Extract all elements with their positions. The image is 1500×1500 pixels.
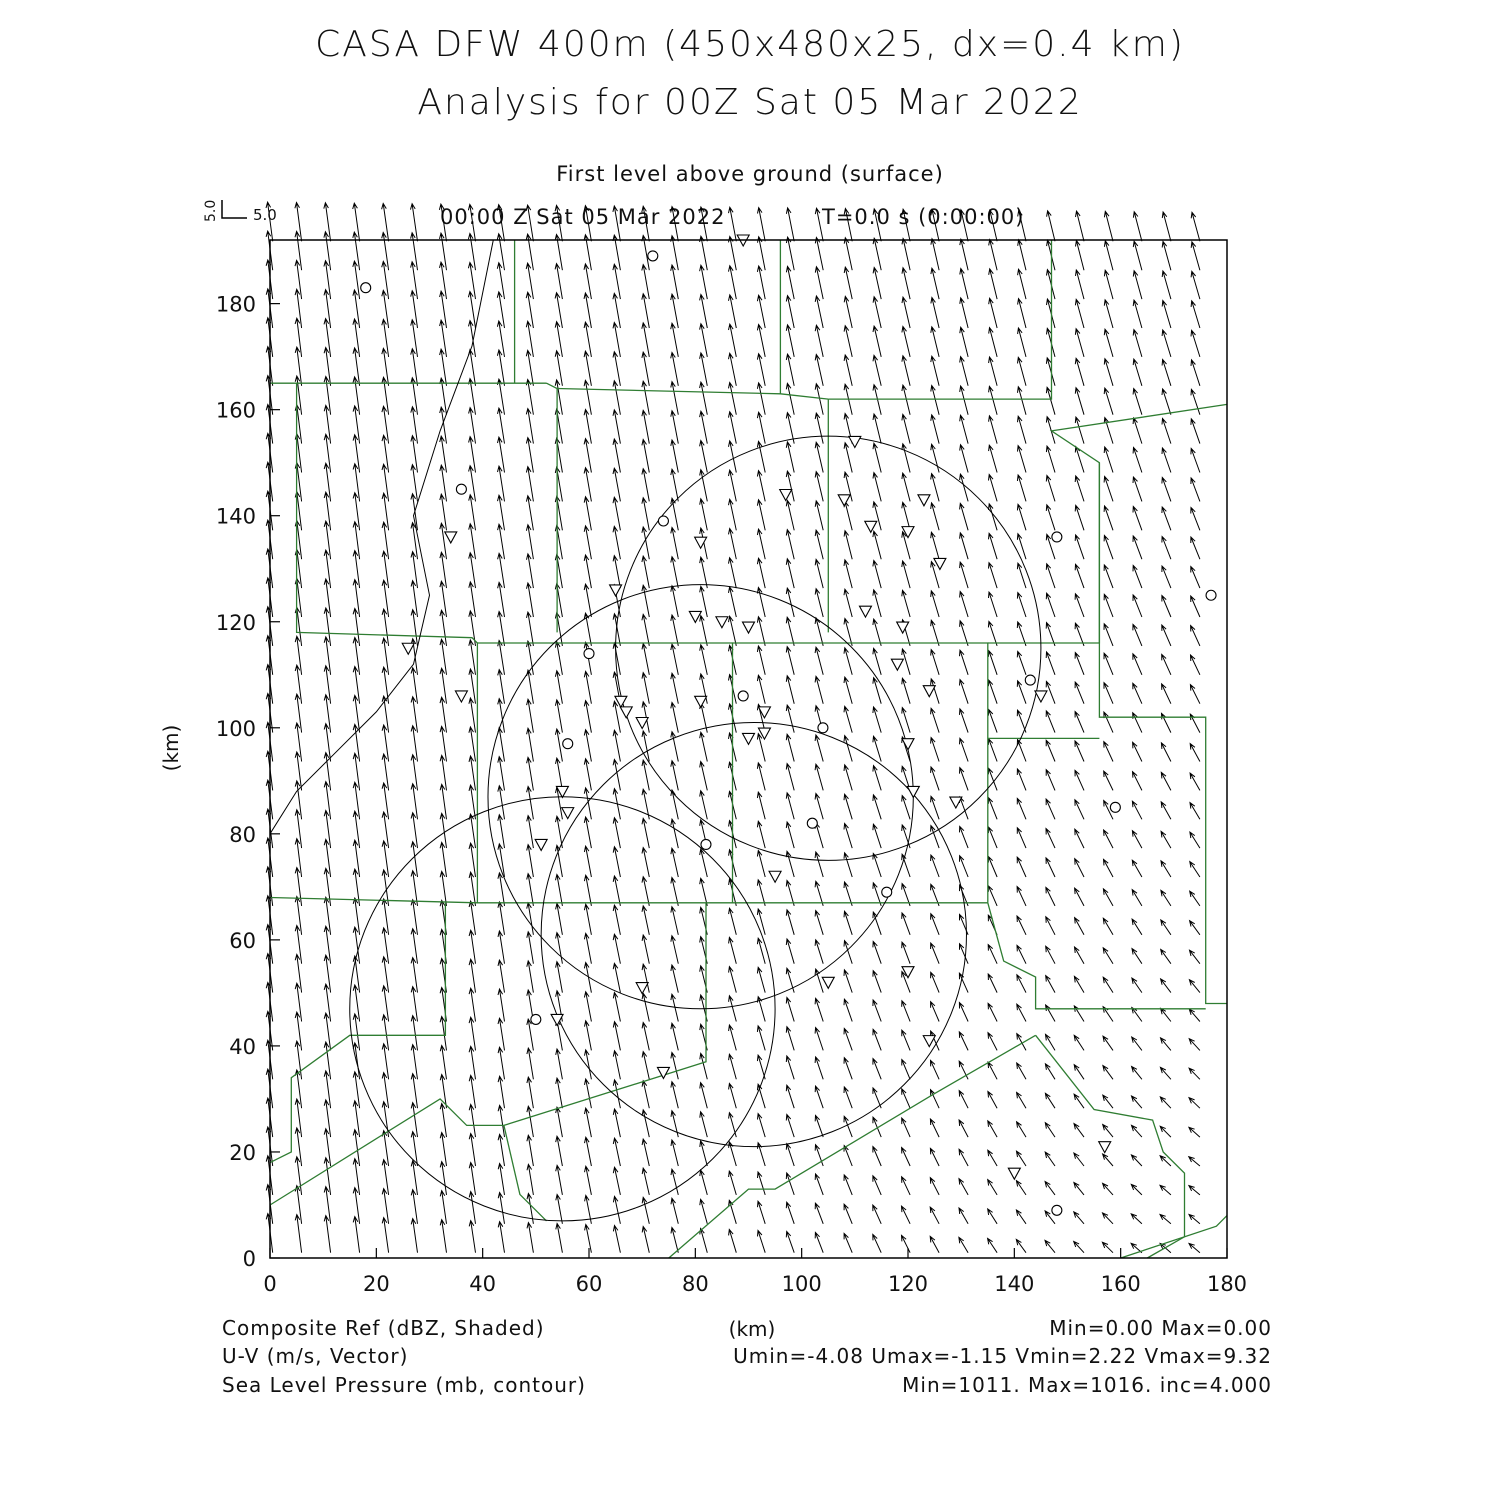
station-triangle-marker: [950, 797, 962, 808]
station-triangle-marker: [923, 686, 935, 697]
station-triangle-marker: [934, 558, 946, 569]
map-title-line2: Analysis for 00Z Sat 05 Mar 2022: [417, 82, 1083, 123]
legend-field2: U-V (m/s, Vector): [222, 1344, 409, 1368]
station-triangle-marker: [902, 739, 914, 750]
station-triangle-marker: [838, 495, 850, 506]
county-boundary: [733, 643, 988, 903]
vector-key-v-label: 5.0: [203, 199, 219, 222]
station-triangle-marker: [695, 696, 707, 707]
y-tick-label: 40: [229, 1034, 256, 1059]
y-axis-unit: (km): [159, 724, 183, 772]
x-tick-label: 80: [681, 1272, 709, 1296]
y-tick-label: 0: [242, 1247, 256, 1271]
level-subtitle: First level above ground (surface): [556, 162, 944, 186]
county-boundary: [547, 383, 558, 632]
station-circle-marker: [1052, 532, 1062, 542]
x-tick-label: 20: [362, 1272, 390, 1296]
y-tick-label: 60: [229, 928, 256, 953]
station-triangle-marker: [769, 871, 781, 882]
station-triangle-marker: [780, 490, 792, 501]
station-triangle-marker: [562, 808, 574, 819]
station-circle-marker: [658, 516, 668, 526]
station-circle-marker: [1052, 1205, 1062, 1215]
x-tick-label: 120: [887, 1272, 929, 1296]
legend-field1-stats: Min=0.00 Max=0.00: [1049, 1316, 1272, 1340]
y-tick-label: 180: [215, 292, 256, 317]
station-triangle-marker: [743, 733, 755, 744]
station-triangle-marker: [743, 622, 755, 633]
station-triangle-marker: [610, 585, 622, 596]
station-circle-marker: [1110, 802, 1120, 812]
station-triangle-marker: [897, 622, 909, 633]
x-tick-label: 140: [994, 1272, 1035, 1296]
station-circle-marker: [563, 739, 573, 749]
model-time-label: T=0.0 s (0:00:00): [822, 205, 1025, 229]
station-triangle-marker: [636, 717, 648, 728]
station-circle-marker: [882, 887, 892, 897]
station-circle-marker: [818, 723, 828, 733]
station-triangle-marker: [1035, 691, 1047, 702]
station-triangle-marker: [402, 643, 414, 654]
x-tick-label: 180: [1206, 1272, 1248, 1296]
map-title-line1: CASA DFW 400m (450x480x25, dx=0.4 km): [315, 24, 1185, 65]
station-circle-marker: [701, 839, 711, 849]
vector-scale-key: [203, 200, 277, 224]
pressure-contour: [270, 240, 493, 834]
y-tick-label: 120: [215, 610, 256, 635]
vector-key-arrow: [222, 200, 247, 218]
x-tick-label: 60: [575, 1272, 603, 1296]
legend-field3-stats: Min=1011. Max=1016. inc=4.000: [902, 1373, 1272, 1397]
y-tick-label: 160: [215, 398, 256, 423]
county-boundary: [504, 1125, 547, 1221]
station-circle-marker: [648, 251, 658, 261]
y-tick-label: 100: [215, 716, 256, 741]
county-boundary: [828, 240, 1051, 399]
station-triangle-marker: [865, 521, 877, 532]
county-boundary: [1099, 463, 1227, 1004]
station-triangle-marker: [445, 532, 457, 543]
station-triangle-marker: [615, 696, 627, 707]
legend-field3: Sea Level Pressure (mb, contour): [222, 1373, 586, 1397]
station-triangle-marker: [716, 617, 728, 628]
station-triangle-marker: [1008, 1168, 1020, 1179]
vector-key-u-label: 5.0: [253, 206, 277, 224]
station-triangle-marker: [535, 839, 547, 850]
x-tick-label: 100: [781, 1272, 822, 1296]
x-tick-label: 160: [1100, 1272, 1141, 1296]
pressure-contours: [270, 240, 493, 834]
station-triangle-marker: [455, 691, 467, 702]
y-tick-label: 140: [215, 504, 256, 529]
station-triangle-marker: [891, 659, 903, 670]
x-axis-unit: (km): [728, 1317, 776, 1341]
station-circle-marker: [1206, 590, 1216, 600]
county-boundary: [1121, 1216, 1227, 1258]
station-circle-marker: [584, 649, 594, 659]
station-triangle-marker: [907, 786, 919, 797]
x-tick-label: 0: [263, 1272, 277, 1296]
station-triangle-marker: [758, 728, 770, 739]
station-circle-marker: [456, 484, 466, 494]
legend-field2-stats: Umin=-4.08 Umax=-1.15 Vmin=2.22 Vmax=9.32: [733, 1344, 1272, 1368]
station-triangle-marker: [859, 606, 871, 617]
county-boundary: [477, 643, 732, 903]
legend-field1: Composite Ref (dBZ, Shaded): [222, 1316, 545, 1340]
county-boundary: [557, 389, 828, 400]
station-triangle-marker: [822, 977, 834, 988]
station-circle-marker: [738, 691, 748, 701]
station-triangle-marker: [918, 495, 930, 506]
station-triangle-marker: [636, 983, 648, 994]
station-triangle-marker: [849, 436, 861, 447]
y-tick-label: 20: [229, 1140, 256, 1165]
station-circle-marker: [807, 818, 817, 828]
station-circle-marker: [531, 1014, 541, 1024]
county-boundary: [270, 903, 706, 1205]
station-triangle-marker: [620, 707, 632, 718]
x-axis-ticks: [263, 1248, 1247, 1296]
station-circle-marker: [361, 283, 371, 293]
y-tick-label: 80: [229, 822, 256, 847]
station-triangle-marker: [923, 1036, 935, 1047]
station-circle-marker: [1025, 675, 1035, 685]
radar-range-ring: [541, 722, 966, 1146]
x-tick-label: 40: [469, 1272, 497, 1296]
valid-time-label: 00:00 Z Sat 05 Mar 2022: [440, 205, 726, 229]
station-triangle-marker: [1099, 1142, 1111, 1153]
